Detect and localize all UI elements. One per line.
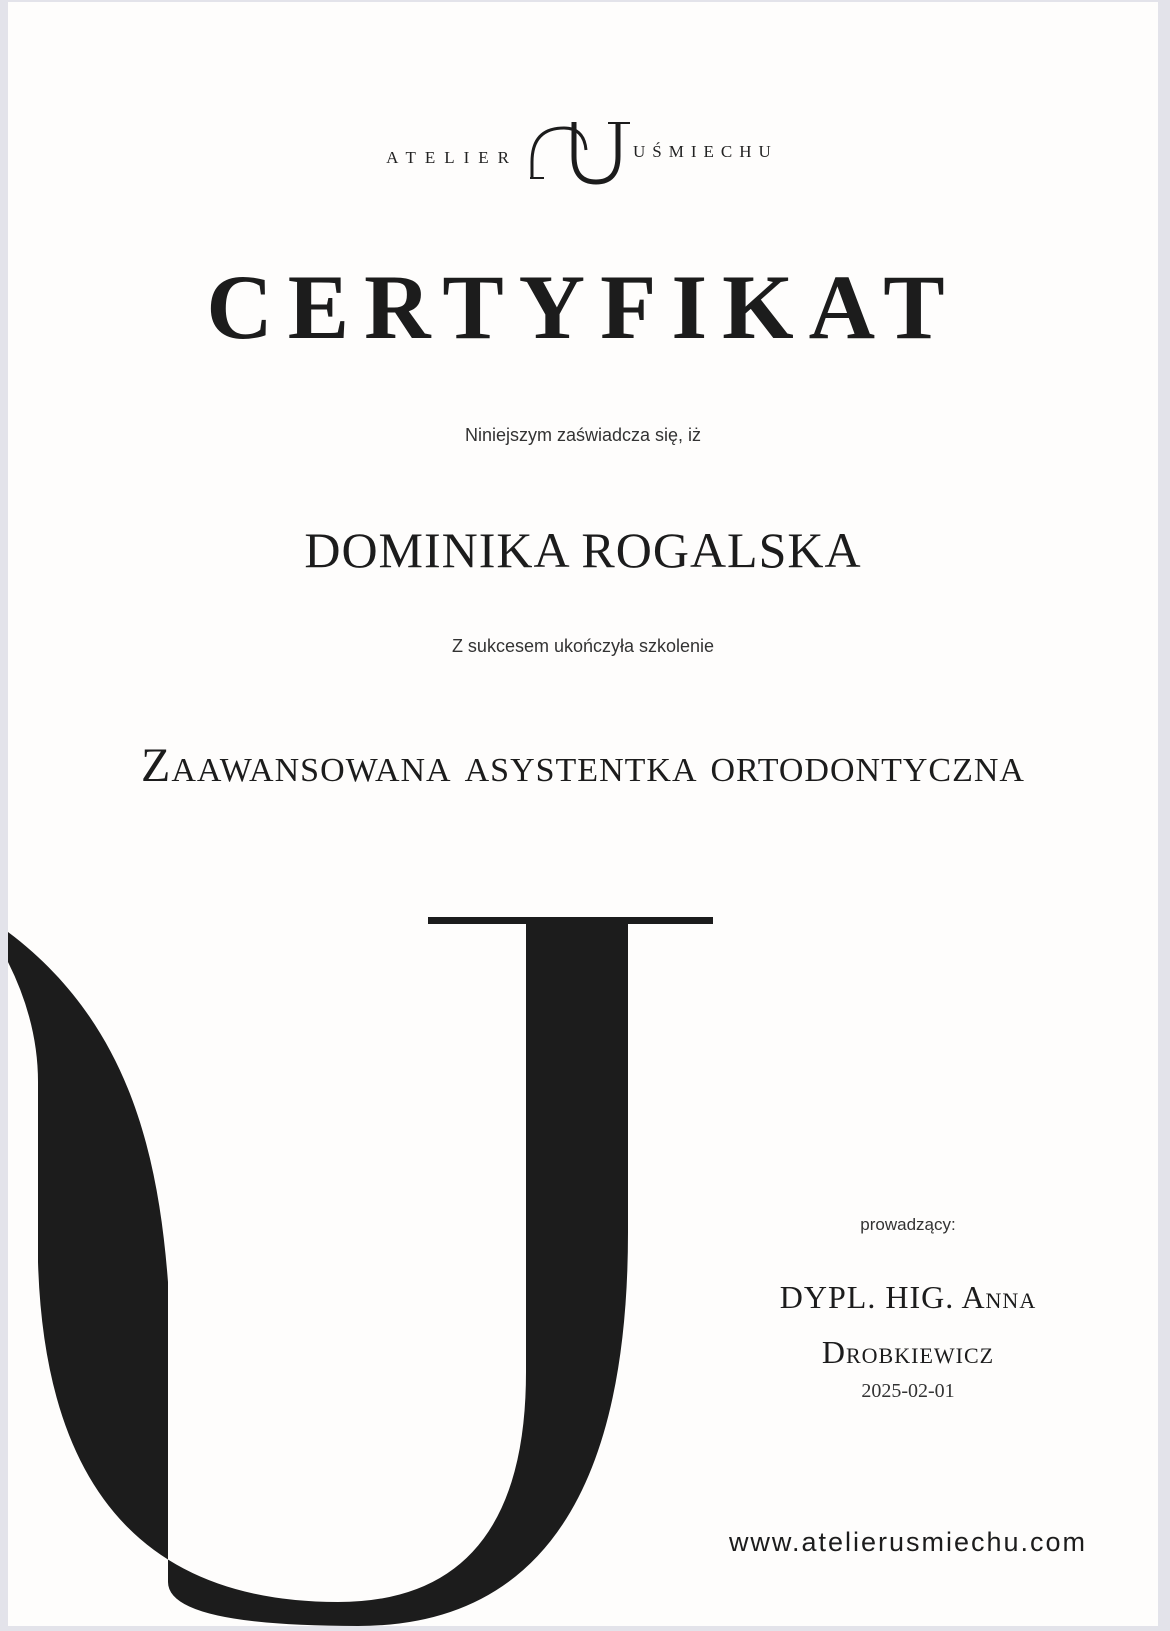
large-u-letter-icon [8, 902, 728, 1626]
signature-name-line1: DYPL. HIG. Anna [779, 1279, 1037, 1315]
signature-name-line2: Drobkiewicz [821, 1334, 995, 1370]
course-name: Zaawansowana asystentka ortodontyczna [141, 739, 1025, 792]
certificate-title: CERTYFIKAT [206, 256, 960, 358]
signature-role: prowadzący: [860, 1215, 956, 1234]
brand-logo [8, 122, 1158, 192]
intro-text: Niniejszym zaświadcza się, iż [464, 425, 702, 445]
arch-u-logo-icon [530, 122, 640, 188]
website-link[interactable]: www.atelierusmiechu.com [728, 1527, 1088, 1557]
certificate-page [8, 2, 1158, 1626]
completion-text: Z sukcesem ukończyła szkolenie [451, 636, 715, 656]
brand-right-word: UŚMIECHU [633, 142, 778, 161]
certificate-date: 2025-02-01 [861, 1380, 955, 1402]
brand-left-word: ATELIER [386, 148, 518, 167]
recipient-name: DOMINIKA ROGALSKA [304, 522, 862, 578]
